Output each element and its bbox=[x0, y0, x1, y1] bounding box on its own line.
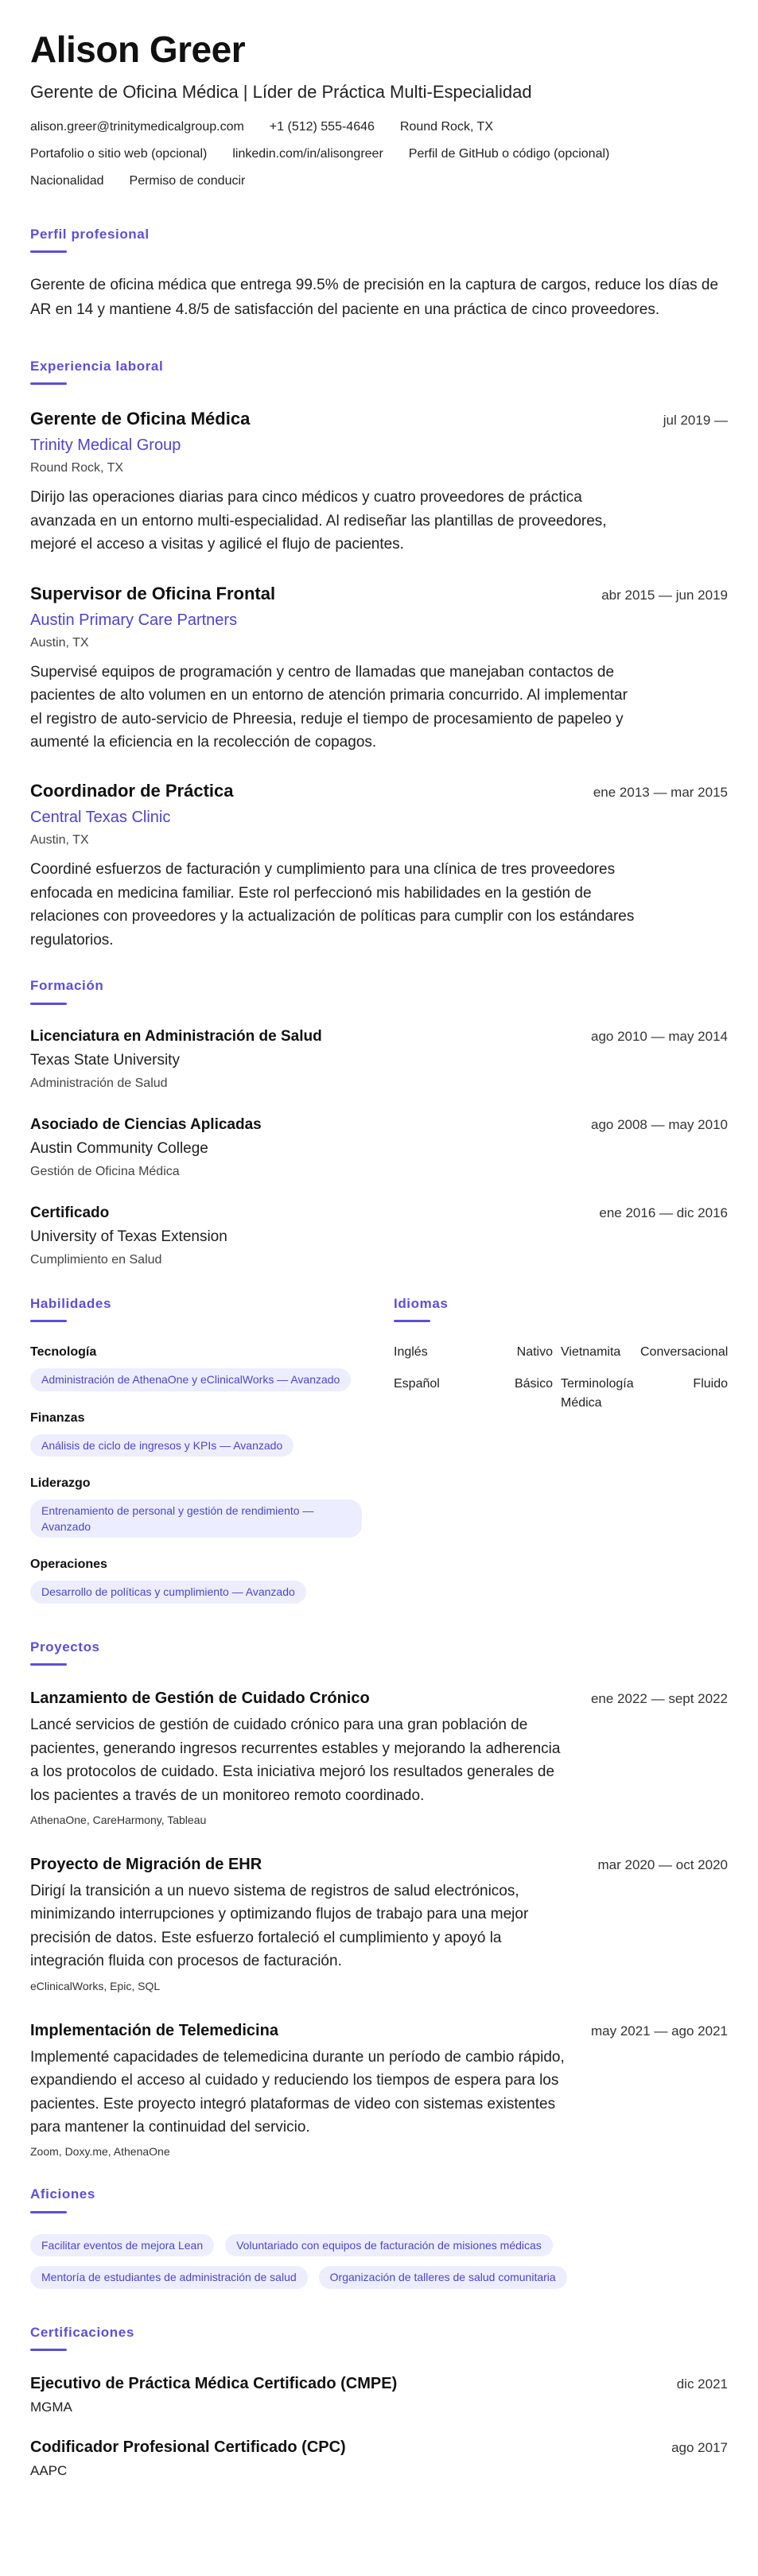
certification-issuer: MGMA bbox=[30, 2399, 72, 2415]
job-title: Coordinador de Práctica bbox=[30, 781, 234, 801]
section-divider bbox=[30, 2211, 67, 2213]
institution-name: University of Texas Extension bbox=[30, 1228, 227, 1246]
job-description: Supervisé equipos de programación y centro de llamadas que manejaban contactos de pacientes de alto volumen en un entorno de atención primaria concurrido. Al implementar el registro de auto-servicio de Phreesia, reduje el tiempo de procesamiento de papeleo y aumenté la eficiencia en la recolección de copagos. bbox=[30, 663, 628, 751]
education-entry bbox=[30, 1026, 728, 1093]
project-description: Dirigí la transición a un nuevo sistema de registros de salud electrónicos, minimizando interrupciones y optimizando flujos de trabajo para una mejor precisión de datos. Este esfuerzo fortaleció el cumplimiento y apoyó la integración fluida con procesos de facturación. bbox=[30, 1882, 529, 1970]
degree-title: Licenciatura en Administración de Salud bbox=[30, 1027, 322, 1045]
section-title: Idiomas bbox=[394, 1295, 449, 1311]
languages-grid bbox=[394, 1343, 728, 1413]
skill-group bbox=[30, 1409, 362, 1457]
project-description: Implementé capacidades de telemedicina durante un período de cambio rápido, expandiendo el acceso al cuidado y reduciendo los tiempos de espera para los pacientes. Este proyecto integró plataformas de video con sistemas existentes para mantener la continuidad del servicio. bbox=[30, 2048, 565, 2136]
contact-email[interactable]: alison.greer@trinitymedicalgroup.com bbox=[30, 119, 244, 134]
language-name: Terminología Médica bbox=[561, 1377, 634, 1410]
candidate-name: Alison Greer bbox=[30, 29, 246, 70]
contact-license: Permiso de conducir bbox=[129, 173, 246, 188]
section-divider bbox=[30, 250, 67, 253]
hobby-pill: Mentoría de estudiantes de administración de salud bbox=[30, 2266, 308, 2288]
project-tech: AthenaOne, CareHarmony, Tableau bbox=[30, 1813, 207, 1826]
project-date: ene 2022 — sept 2022 bbox=[590, 1691, 728, 1707]
project-title: Lanzamiento de Gestión de Cuidado Crónico bbox=[30, 1690, 370, 1708]
hobby-list bbox=[30, 2234, 635, 2289]
study-field: Gestión de Oficina Médica bbox=[30, 1164, 180, 1178]
job-location: Austin, TX bbox=[30, 833, 89, 848]
summary-section bbox=[30, 224, 728, 323]
skill-pill: Análisis de ciclo de ingresos y KPIs — Avanzado bbox=[30, 1434, 293, 1457]
contact-row bbox=[30, 118, 728, 137]
section-divider bbox=[30, 382, 67, 385]
contact-row bbox=[30, 145, 728, 164]
languages-section bbox=[394, 1294, 728, 1621]
section-title: Aficiones bbox=[30, 2186, 95, 2202]
project-title: Implementación de Telemedicina bbox=[30, 2021, 278, 2039]
language-level: Básico bbox=[514, 1377, 553, 1391]
education-entry bbox=[30, 1114, 728, 1181]
language-level: Conversacional bbox=[640, 1345, 729, 1360]
education-date: ago 2008 — may 2010 bbox=[590, 1116, 728, 1132]
section-title: Proyectos bbox=[30, 1639, 100, 1655]
job-location: Austin, TX bbox=[30, 635, 89, 650]
contact-phone[interactable]: +1 (512) 555-4646 bbox=[269, 119, 375, 134]
certification-name: Ejecutivo de Práctica Médica Certificado (CMPE) bbox=[30, 2375, 398, 2393]
skill-group bbox=[30, 1555, 362, 1603]
project-tech: Zoom, Doxy.me, AthenaOne bbox=[30, 2145, 170, 2159]
contact-location: Round Rock, TX bbox=[399, 119, 493, 134]
summary-text: Gerente de oficina médica que entrega 99.5% de precisión en la captura de cargos, reduce los días de AR en 14 y mantiene 4.8/5 de satisfacción del paciente en una práctica de cinco proveedores. bbox=[30, 277, 719, 319]
skill-category: Tecnología bbox=[30, 1345, 97, 1360]
certification-date: dic 2021 bbox=[676, 2376, 728, 2392]
skill-group bbox=[30, 1474, 362, 1538]
degree-title: Asociado de Ciencias Aplicadas bbox=[30, 1115, 262, 1133]
skill-category: Finanzas bbox=[30, 1410, 85, 1425]
section-divider bbox=[30, 1663, 67, 1666]
hobby-pill: Facilitar eventos de mejora Lean bbox=[30, 2234, 214, 2256]
contact-portfolio[interactable]: Portafolio o sitio web (opcional) bbox=[30, 146, 208, 161]
projects-section bbox=[30, 1637, 728, 2161]
company-name[interactable]: Central Texas Clinic bbox=[30, 809, 171, 827]
language-level: Fluido bbox=[693, 1377, 728, 1391]
section-title: Experiencia laboral bbox=[30, 358, 164, 374]
project-entry bbox=[30, 1852, 728, 1995]
job-location: Round Rock, TX bbox=[30, 461, 124, 475]
education-date: ago 2010 — may 2014 bbox=[590, 1028, 728, 1044]
certification-entry bbox=[30, 2372, 728, 2418]
contact-row bbox=[30, 172, 728, 191]
language-name: Vietnamita bbox=[561, 1345, 621, 1360]
certification-entry bbox=[30, 2435, 728, 2481]
skill-group bbox=[30, 1343, 362, 1391]
skill-category: Liderazgo bbox=[30, 1476, 91, 1490]
study-field: Administración de Salud bbox=[30, 1076, 168, 1090]
education-date: ene 2016 — dic 2016 bbox=[599, 1205, 728, 1220]
skill-pill: Desarrollo de políticas y cumplimiento — Avanzado bbox=[30, 1581, 306, 1603]
skill-pill: Administración de AthenaOne y eClinicalWorks — Avanzado bbox=[30, 1368, 351, 1391]
contact-github[interactable]: Perfil de GitHub o código (opcional) bbox=[408, 146, 610, 161]
skills-languages-row bbox=[30, 1294, 728, 1621]
job-title: Gerente de Oficina Médica bbox=[30, 409, 251, 429]
section-title: Certificaciones bbox=[30, 2324, 134, 2340]
company-name[interactable]: Austin Primary Care Partners bbox=[30, 611, 238, 629]
resume-header bbox=[30, 29, 728, 191]
project-date: mar 2020 — oct 2020 bbox=[597, 1856, 728, 1872]
certification-issuer: AAPC bbox=[30, 2462, 68, 2478]
job-date: jul 2019 — bbox=[663, 413, 728, 429]
skills-section bbox=[30, 1294, 362, 1621]
section-divider bbox=[30, 2349, 67, 2351]
skill-category: Operaciones bbox=[30, 1558, 107, 1572]
job-date: ene 2013 — mar 2015 bbox=[593, 785, 728, 801]
section-divider bbox=[30, 1320, 67, 1322]
certification-name: Codificador Profesional Certificado (CPC) bbox=[30, 2438, 346, 2456]
language-name: Español bbox=[394, 1377, 440, 1391]
experience-entry bbox=[30, 580, 728, 755]
education-section bbox=[30, 976, 728, 1270]
project-date: may 2021 — ago 2021 bbox=[590, 2023, 728, 2039]
hobby-pill: Organización de talleres de salud comunitaria bbox=[319, 2266, 567, 2288]
project-entry bbox=[30, 1686, 728, 1829]
experience-entry bbox=[30, 405, 728, 556]
section-title: Habilidades bbox=[30, 1295, 112, 1311]
experience-section bbox=[30, 356, 728, 952]
job-title: Supervisor de Oficina Frontal bbox=[30, 583, 276, 603]
contact-linkedin[interactable]: linkedin.com/in/alisongreer bbox=[232, 146, 383, 161]
experience-entry bbox=[30, 778, 728, 952]
institution-name: Austin Community College bbox=[30, 1140, 208, 1158]
certification-date: ago 2017 bbox=[671, 2439, 728, 2455]
language-name: Inglés bbox=[394, 1345, 428, 1360]
contact-nationality: Nacionalidad bbox=[30, 173, 104, 188]
company-name[interactable]: Trinity Medical Group bbox=[30, 436, 181, 455]
candidate-headline: Gerente de Oficina Médica | Líder de Práctica Multi-Especialidad bbox=[30, 81, 532, 102]
job-description: Coordiné esfuerzos de facturación y cumplimiento para una clínica de tres proveedores enfocada en medicina familiar. Este rol perfeccionó mis habilidades en la gestión de relaciones con proveedores y la actualización de políticas para cumplir con los estándares regulatorios. bbox=[30, 861, 635, 949]
section-title: Perfil profesional bbox=[30, 226, 150, 242]
institution-name: Texas State University bbox=[30, 1052, 180, 1069]
skill-pill: Entrenamiento de personal y gestión de rendimiento — Avanzado bbox=[30, 1499, 362, 1538]
project-description: Lancé servicios de gestión de cuidado crónico para una gran población de pacientes, generando ingresos recurrentes estables y mejorando la adherencia a los protocolos de cuidado. Esta iniciativa mejoró los resultados generales de los pacientes a través de un monitoreo remoto coordinado. bbox=[30, 1717, 561, 1804]
education-entry bbox=[30, 1202, 728, 1270]
section-title: Formación bbox=[30, 978, 104, 994]
hobby-pill: Voluntariado con equipos de facturación de misiones médicas bbox=[225, 2234, 553, 2256]
language-level: Nativo bbox=[516, 1345, 553, 1360]
certifications-section bbox=[30, 2322, 728, 2481]
section-divider bbox=[394, 1320, 430, 1322]
section-divider bbox=[30, 1003, 67, 1005]
job-description: Dirijo las operaciones diarias para cinco médicos y cuatro proveedores de práctica avanzada en un entorno multi-especialidad. Al rediseñar las plantillas de proveedores, mejoré el acceso a visitas y agilicé el flujo de pacientes. bbox=[30, 489, 607, 553]
project-title: Proyecto de Migración de EHR bbox=[30, 1855, 262, 1873]
project-entry bbox=[30, 2019, 728, 2161]
degree-title: Certificado bbox=[30, 1204, 110, 1221]
study-field: Cumplimiento en Salud bbox=[30, 1252, 162, 1267]
hobbies-section bbox=[30, 2184, 728, 2288]
job-date: abr 2015 — jun 2019 bbox=[601, 587, 728, 603]
project-tech: eClinicalWorks, Epic, SQL bbox=[30, 1979, 161, 1992]
